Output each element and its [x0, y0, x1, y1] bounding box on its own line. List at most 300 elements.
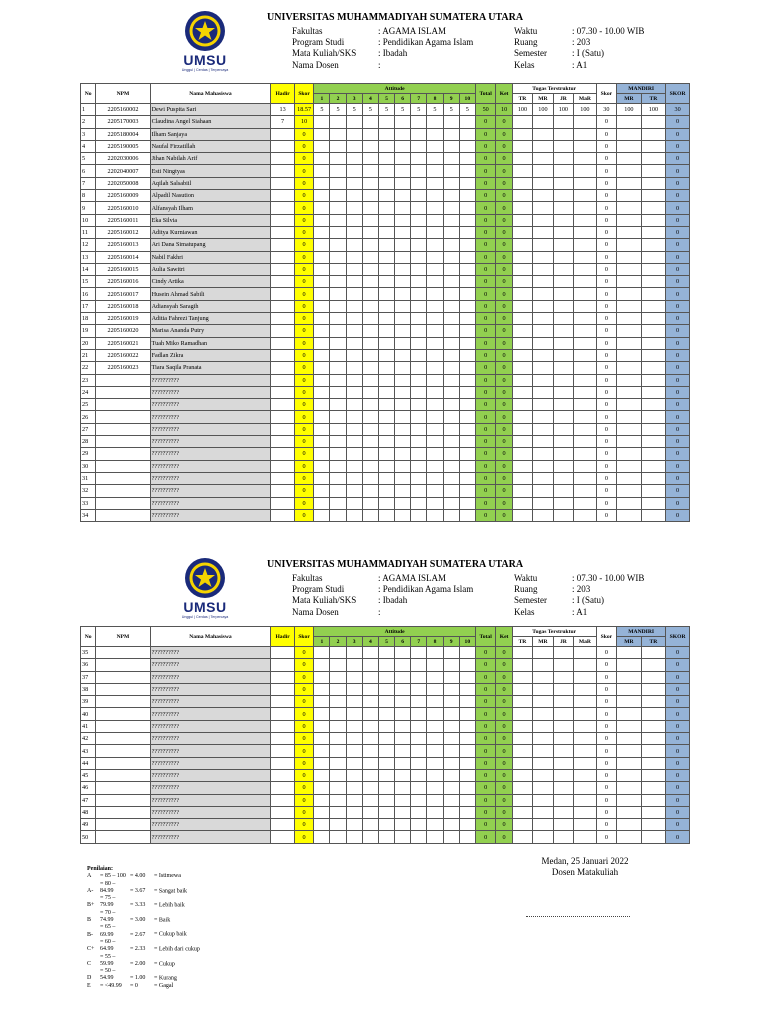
cell-no: 25 — [81, 399, 96, 411]
cell-attitude — [362, 460, 378, 472]
cell-tugas — [512, 436, 532, 448]
cell-attitude — [395, 214, 411, 226]
cell-attitude — [362, 708, 378, 720]
cell-mandiri — [641, 313, 666, 325]
cell-attitude — [314, 757, 330, 769]
cell-attitude — [443, 485, 459, 497]
cell-attitude — [459, 647, 475, 659]
cell-attitude — [395, 659, 411, 671]
cell-mandiri — [641, 214, 666, 226]
cell-attitude — [378, 745, 394, 757]
cell-hadir — [271, 460, 295, 472]
table-row — [81, 831, 690, 843]
cell-attitude — [459, 190, 475, 202]
cell-attitude — [395, 708, 411, 720]
legend-range: = 85 – 100 — [100, 873, 126, 880]
table-row — [81, 362, 690, 374]
col-no: No — [81, 627, 96, 647]
cell-skor: 0 — [294, 411, 313, 423]
cell-attitude — [362, 819, 378, 831]
cell-attitude — [411, 276, 427, 288]
cell-mandiri — [641, 659, 666, 671]
cell-mandiri — [641, 485, 666, 497]
cell-attitude — [362, 831, 378, 843]
cell-hadir — [271, 374, 295, 386]
col-tugas-sub: JR — [553, 637, 573, 647]
cell-attitude — [362, 337, 378, 349]
cell-npm — [96, 472, 150, 484]
cell-attitude — [443, 733, 459, 745]
cell-tugas — [574, 300, 597, 312]
cell-attitude — [330, 806, 346, 818]
table-row — [81, 325, 690, 337]
cell-npm — [96, 769, 150, 781]
left-info-block — [292, 26, 473, 71]
cell-tugas — [553, 819, 573, 831]
col-att-num: 4 — [362, 94, 378, 104]
table-body-page1 — [81, 104, 690, 522]
cell-attitude — [395, 276, 411, 288]
cell-hadir — [271, 782, 295, 794]
cell-tugas — [574, 263, 597, 275]
cell-name: ?????????? — [150, 806, 271, 818]
cell-ket: 0 — [496, 647, 512, 659]
cell-tugas — [533, 239, 553, 251]
cell-mandiri — [641, 423, 666, 435]
cell-skor3: 0 — [666, 683, 690, 695]
cell-attitude — [362, 239, 378, 251]
cell-attitude — [362, 399, 378, 411]
cell-attitude — [346, 757, 362, 769]
cell-skor3: 0 — [666, 769, 690, 781]
cell-skor: 0 — [294, 399, 313, 411]
cell-mandiri — [641, 288, 666, 300]
cell-total: 0 — [475, 300, 495, 312]
cell-no: 8 — [81, 190, 96, 202]
cell-mandiri — [617, 263, 642, 275]
cell-hadir — [271, 128, 295, 140]
cell-attitude — [411, 386, 427, 398]
cell-hadir — [271, 263, 295, 275]
cell-attitude — [427, 374, 443, 386]
cell-skor2: 0 — [596, 226, 616, 238]
cell-attitude — [395, 436, 411, 448]
cell-npm — [96, 819, 150, 831]
cell-tugas — [533, 214, 553, 226]
cell-name: ?????????? — [150, 708, 271, 720]
legend-rows — [87, 873, 200, 990]
cell-attitude — [330, 386, 346, 398]
legend-title: Penilaian: — [87, 866, 114, 872]
cell-attitude — [378, 374, 394, 386]
cell-hadir — [271, 202, 295, 214]
cell-tugas — [512, 448, 532, 460]
cell-attitude — [395, 806, 411, 818]
cell-skor3: 0 — [666, 362, 690, 374]
cell-attitude — [443, 806, 459, 818]
cell-tugas — [553, 448, 573, 460]
cell-tugas — [512, 153, 532, 165]
cell-tugas — [553, 436, 573, 448]
cell-mandiri — [617, 806, 642, 818]
cell-total: 0 — [475, 165, 495, 177]
cell-skor2: 0 — [596, 436, 616, 448]
table-row — [81, 177, 690, 189]
cell-tugas — [512, 177, 532, 189]
cell-no: 18 — [81, 313, 96, 325]
cell-skor2: 0 — [596, 300, 616, 312]
cell-tugas — [553, 472, 573, 484]
cell-attitude — [378, 708, 394, 720]
cell-attitude — [427, 831, 443, 843]
cell-attitude — [378, 819, 394, 831]
cell-hadir — [271, 300, 295, 312]
cell-tugas — [574, 116, 597, 128]
cell-name: ?????????? — [150, 819, 271, 831]
cell-no: 47 — [81, 794, 96, 806]
cell-attitude — [459, 745, 475, 757]
table-row — [81, 745, 690, 757]
cell-tugas — [533, 472, 553, 484]
cell-total: 0 — [475, 757, 495, 769]
cell-tugas — [553, 509, 573, 521]
cell-attitude — [459, 177, 475, 189]
cell-mandiri — [641, 745, 666, 757]
cell-attitude: 5 — [378, 104, 394, 116]
cell-attitude — [362, 177, 378, 189]
cell-tugas — [512, 720, 532, 732]
cell-tugas — [533, 226, 553, 238]
cell-mandiri — [617, 436, 642, 448]
cell-tugas: 100 — [553, 104, 573, 116]
cell-hadir — [271, 288, 295, 300]
cell-total: 0 — [475, 806, 495, 818]
cell-attitude — [427, 177, 443, 189]
cell-attitude — [346, 165, 362, 177]
cell-ket: 0 — [496, 362, 512, 374]
cell-attitude — [330, 374, 346, 386]
cell-attitude — [459, 769, 475, 781]
cell-npm: 2205160022 — [96, 349, 150, 361]
info-label: Ruang — [514, 584, 538, 595]
cell-skor2: 0 — [596, 263, 616, 275]
cell-attitude — [395, 497, 411, 509]
cell-attitude — [395, 300, 411, 312]
legend-range: = 50 – 54.99 — [100, 968, 116, 982]
cell-tugas — [553, 116, 573, 128]
cell-attitude — [427, 214, 443, 226]
cell-attitude — [346, 436, 362, 448]
table-header — [81, 627, 690, 647]
cell-tugas — [512, 696, 532, 708]
cell-attitude — [411, 251, 427, 263]
cell-attitude — [459, 659, 475, 671]
col-att-num: 8 — [427, 637, 443, 647]
cell-skor3: 0 — [666, 806, 690, 818]
cell-tugas — [553, 411, 573, 423]
cell-attitude — [459, 116, 475, 128]
cell-attitude — [443, 460, 459, 472]
cell-tugas — [512, 325, 532, 337]
cell-npm: 2205160010 — [96, 202, 150, 214]
cell-attitude — [346, 239, 362, 251]
cell-attitude — [314, 190, 330, 202]
right-info-block — [514, 573, 644, 618]
cell-npm: 2205160013 — [96, 239, 150, 251]
table-row — [81, 202, 690, 214]
cell-skor: 0 — [294, 362, 313, 374]
cell-attitude — [443, 819, 459, 831]
cell-skor: 0 — [294, 140, 313, 152]
cell-attitude — [346, 696, 362, 708]
cell-mandiri — [617, 819, 642, 831]
cell-name: Marisa Ananda Putry — [150, 325, 271, 337]
cell-mandiri — [641, 720, 666, 732]
cell-attitude — [346, 288, 362, 300]
table-row — [81, 806, 690, 818]
cell-attitude — [459, 806, 475, 818]
cell-skor2: 0 — [596, 337, 616, 349]
cell-attitude — [427, 165, 443, 177]
cell-total: 0 — [475, 190, 495, 202]
cell-attitude — [411, 460, 427, 472]
cell-npm: 2205160019 — [96, 313, 150, 325]
cell-tugas — [533, 757, 553, 769]
cell-no: 2 — [81, 116, 96, 128]
cell-tugas — [533, 708, 553, 720]
cell-skor2: 0 — [596, 349, 616, 361]
cell-skor: 0 — [294, 448, 313, 460]
cell-no: 14 — [81, 263, 96, 275]
cell-name: Aditya Kurniawan — [150, 226, 271, 238]
table-row — [81, 239, 690, 251]
cell-attitude — [378, 696, 394, 708]
cell-attitude — [346, 140, 362, 152]
info-label: Program Studi — [292, 37, 345, 48]
cell-attitude — [330, 436, 346, 448]
cell-tugas — [553, 497, 573, 509]
col-att-num: 4 — [362, 637, 378, 647]
cell-mandiri — [617, 509, 642, 521]
cell-attitude — [330, 485, 346, 497]
cell-attitude — [314, 423, 330, 435]
cell-attitude — [346, 325, 362, 337]
cell-attitude — [378, 165, 394, 177]
cell-attitude — [362, 472, 378, 484]
cell-no: 1 — [81, 104, 96, 116]
legend-desc: = Cukup — [154, 960, 175, 967]
cell-tugas — [512, 485, 532, 497]
cell-attitude — [362, 448, 378, 460]
cell-mandiri — [617, 140, 642, 152]
cell-name: Adiansyah Saragih — [150, 300, 271, 312]
col-no: No — [81, 84, 96, 104]
cell-attitude — [443, 276, 459, 288]
cell-attitude — [330, 399, 346, 411]
cell-ket: 10 — [496, 104, 512, 116]
cell-attitude — [378, 448, 394, 460]
cell-attitude — [362, 683, 378, 695]
cell-ket: 0 — [496, 251, 512, 263]
cell-tugas — [533, 671, 553, 683]
cell-attitude — [395, 683, 411, 695]
cell-mandiri — [617, 116, 642, 128]
col-skor2: Skor — [596, 627, 616, 647]
cell-attitude — [411, 214, 427, 226]
cell-attitude — [330, 177, 346, 189]
cell-total: 0 — [475, 733, 495, 745]
cell-ket: 0 — [496, 819, 512, 831]
cell-attitude — [395, 819, 411, 831]
cell-attitude — [427, 806, 443, 818]
cell-attitude — [346, 497, 362, 509]
cell-attitude — [443, 509, 459, 521]
cell-attitude — [362, 165, 378, 177]
cell-attitude — [362, 276, 378, 288]
cell-attitude — [427, 362, 443, 374]
cell-ket: 0 — [496, 745, 512, 757]
right-info-block — [514, 26, 644, 71]
cell-attitude — [378, 423, 394, 435]
cell-attitude — [330, 448, 346, 460]
cell-hadir — [271, 362, 295, 374]
col-skor: Skor — [294, 627, 313, 647]
cell-mandiri — [617, 745, 642, 757]
cell-attitude — [362, 288, 378, 300]
cell-tugas — [553, 202, 573, 214]
cell-tugas — [512, 190, 532, 202]
cell-attitude — [411, 337, 427, 349]
cell-mandiri — [617, 708, 642, 720]
cell-total: 0 — [475, 831, 495, 843]
cell-skor3: 0 — [666, 276, 690, 288]
cell-mandiri — [641, 647, 666, 659]
cell-skor: 0 — [294, 374, 313, 386]
cell-total: 0 — [475, 696, 495, 708]
university-name: UNIVERSITAS MUHAMMADIYAH SUMATERA UTARA — [267, 559, 524, 570]
cell-attitude — [362, 325, 378, 337]
cell-tugas — [574, 325, 597, 337]
cell-attitude — [411, 485, 427, 497]
cell-tugas — [533, 819, 553, 831]
cell-attitude — [314, 140, 330, 152]
cell-attitude — [330, 140, 346, 152]
grade-table-page2 — [80, 626, 690, 844]
cell-npm: 2202050008 — [96, 177, 150, 189]
cell-npm — [96, 757, 150, 769]
cell-no: 24 — [81, 386, 96, 398]
cell-tugas — [512, 831, 532, 843]
cell-attitude — [427, 769, 443, 781]
info-value: : I (Satu) — [572, 48, 604, 59]
col-att-num: 2 — [330, 637, 346, 647]
cell-attitude — [346, 423, 362, 435]
cell-skor2: 0 — [596, 251, 616, 263]
cell-attitude — [362, 733, 378, 745]
cell-tugas — [574, 128, 597, 140]
cell-no: 33 — [81, 497, 96, 509]
cell-hadir — [271, 165, 295, 177]
cell-attitude — [362, 659, 378, 671]
cell-tugas — [574, 720, 597, 732]
cell-skor3: 0 — [666, 153, 690, 165]
legend-point: = 2.67 — [130, 931, 146, 938]
cell-tugas — [533, 165, 553, 177]
cell-skor3: 0 — [666, 251, 690, 263]
cell-attitude: 5 — [411, 104, 427, 116]
col-tugas-sub: MR — [533, 94, 553, 104]
cell-total: 0 — [475, 325, 495, 337]
cell-tugas — [574, 226, 597, 238]
cell-attitude — [443, 362, 459, 374]
cell-attitude — [459, 251, 475, 263]
cell-attitude — [378, 337, 394, 349]
cell-attitude — [362, 313, 378, 325]
legend-grade: A- — [87, 887, 94, 894]
cell-tugas — [574, 460, 597, 472]
cell-tugas — [512, 708, 532, 720]
table-row — [81, 288, 690, 300]
cell-npm — [96, 720, 150, 732]
cell-name: ?????????? — [150, 794, 271, 806]
cell-attitude — [411, 140, 427, 152]
legend-grade: C+ — [87, 946, 95, 953]
cell-skor: 0 — [294, 696, 313, 708]
cell-tugas — [574, 399, 597, 411]
cell-attitude — [346, 214, 362, 226]
cell-name: Fadlan Zikra — [150, 349, 271, 361]
cell-attitude — [427, 485, 443, 497]
info-label: Fakultas — [292, 26, 323, 36]
cell-attitude — [330, 647, 346, 659]
info-label: Fakultas — [292, 573, 323, 583]
cell-no: 43 — [81, 745, 96, 757]
cell-tugas — [553, 782, 573, 794]
cell-attitude — [378, 411, 394, 423]
cell-attitude — [411, 399, 427, 411]
table-row — [81, 448, 690, 460]
cell-tugas — [533, 349, 553, 361]
cell-ket: 0 — [496, 325, 512, 337]
legend-grade: B- — [87, 931, 93, 938]
cell-attitude — [459, 497, 475, 509]
cell-attitude — [411, 745, 427, 757]
cell-hadir — [271, 177, 295, 189]
cell-npm — [96, 509, 150, 521]
cell-skor: 0 — [294, 226, 313, 238]
cell-tugas — [574, 794, 597, 806]
cell-tugas — [512, 251, 532, 263]
cell-attitude — [443, 647, 459, 659]
cell-skor3: 0 — [666, 239, 690, 251]
cell-attitude — [427, 782, 443, 794]
cell-attitude — [411, 300, 427, 312]
cell-attitude — [443, 251, 459, 263]
cell-name: ?????????? — [150, 831, 271, 843]
cell-skor2: 0 — [596, 782, 616, 794]
cell-tugas — [553, 362, 573, 374]
cell-name: ?????????? — [150, 720, 271, 732]
legend-point: = 1.00 — [130, 975, 146, 982]
cell-attitude — [427, 509, 443, 521]
info-value: : — [378, 606, 381, 617]
cell-mandiri — [641, 436, 666, 448]
cell-name: Tiara Saqila Pranata — [150, 362, 271, 374]
cell-skor2: 0 — [596, 165, 616, 177]
cell-attitude — [362, 116, 378, 128]
legend-range: = 80 – 84.99 — [100, 880, 116, 894]
cell-no: 12 — [81, 239, 96, 251]
